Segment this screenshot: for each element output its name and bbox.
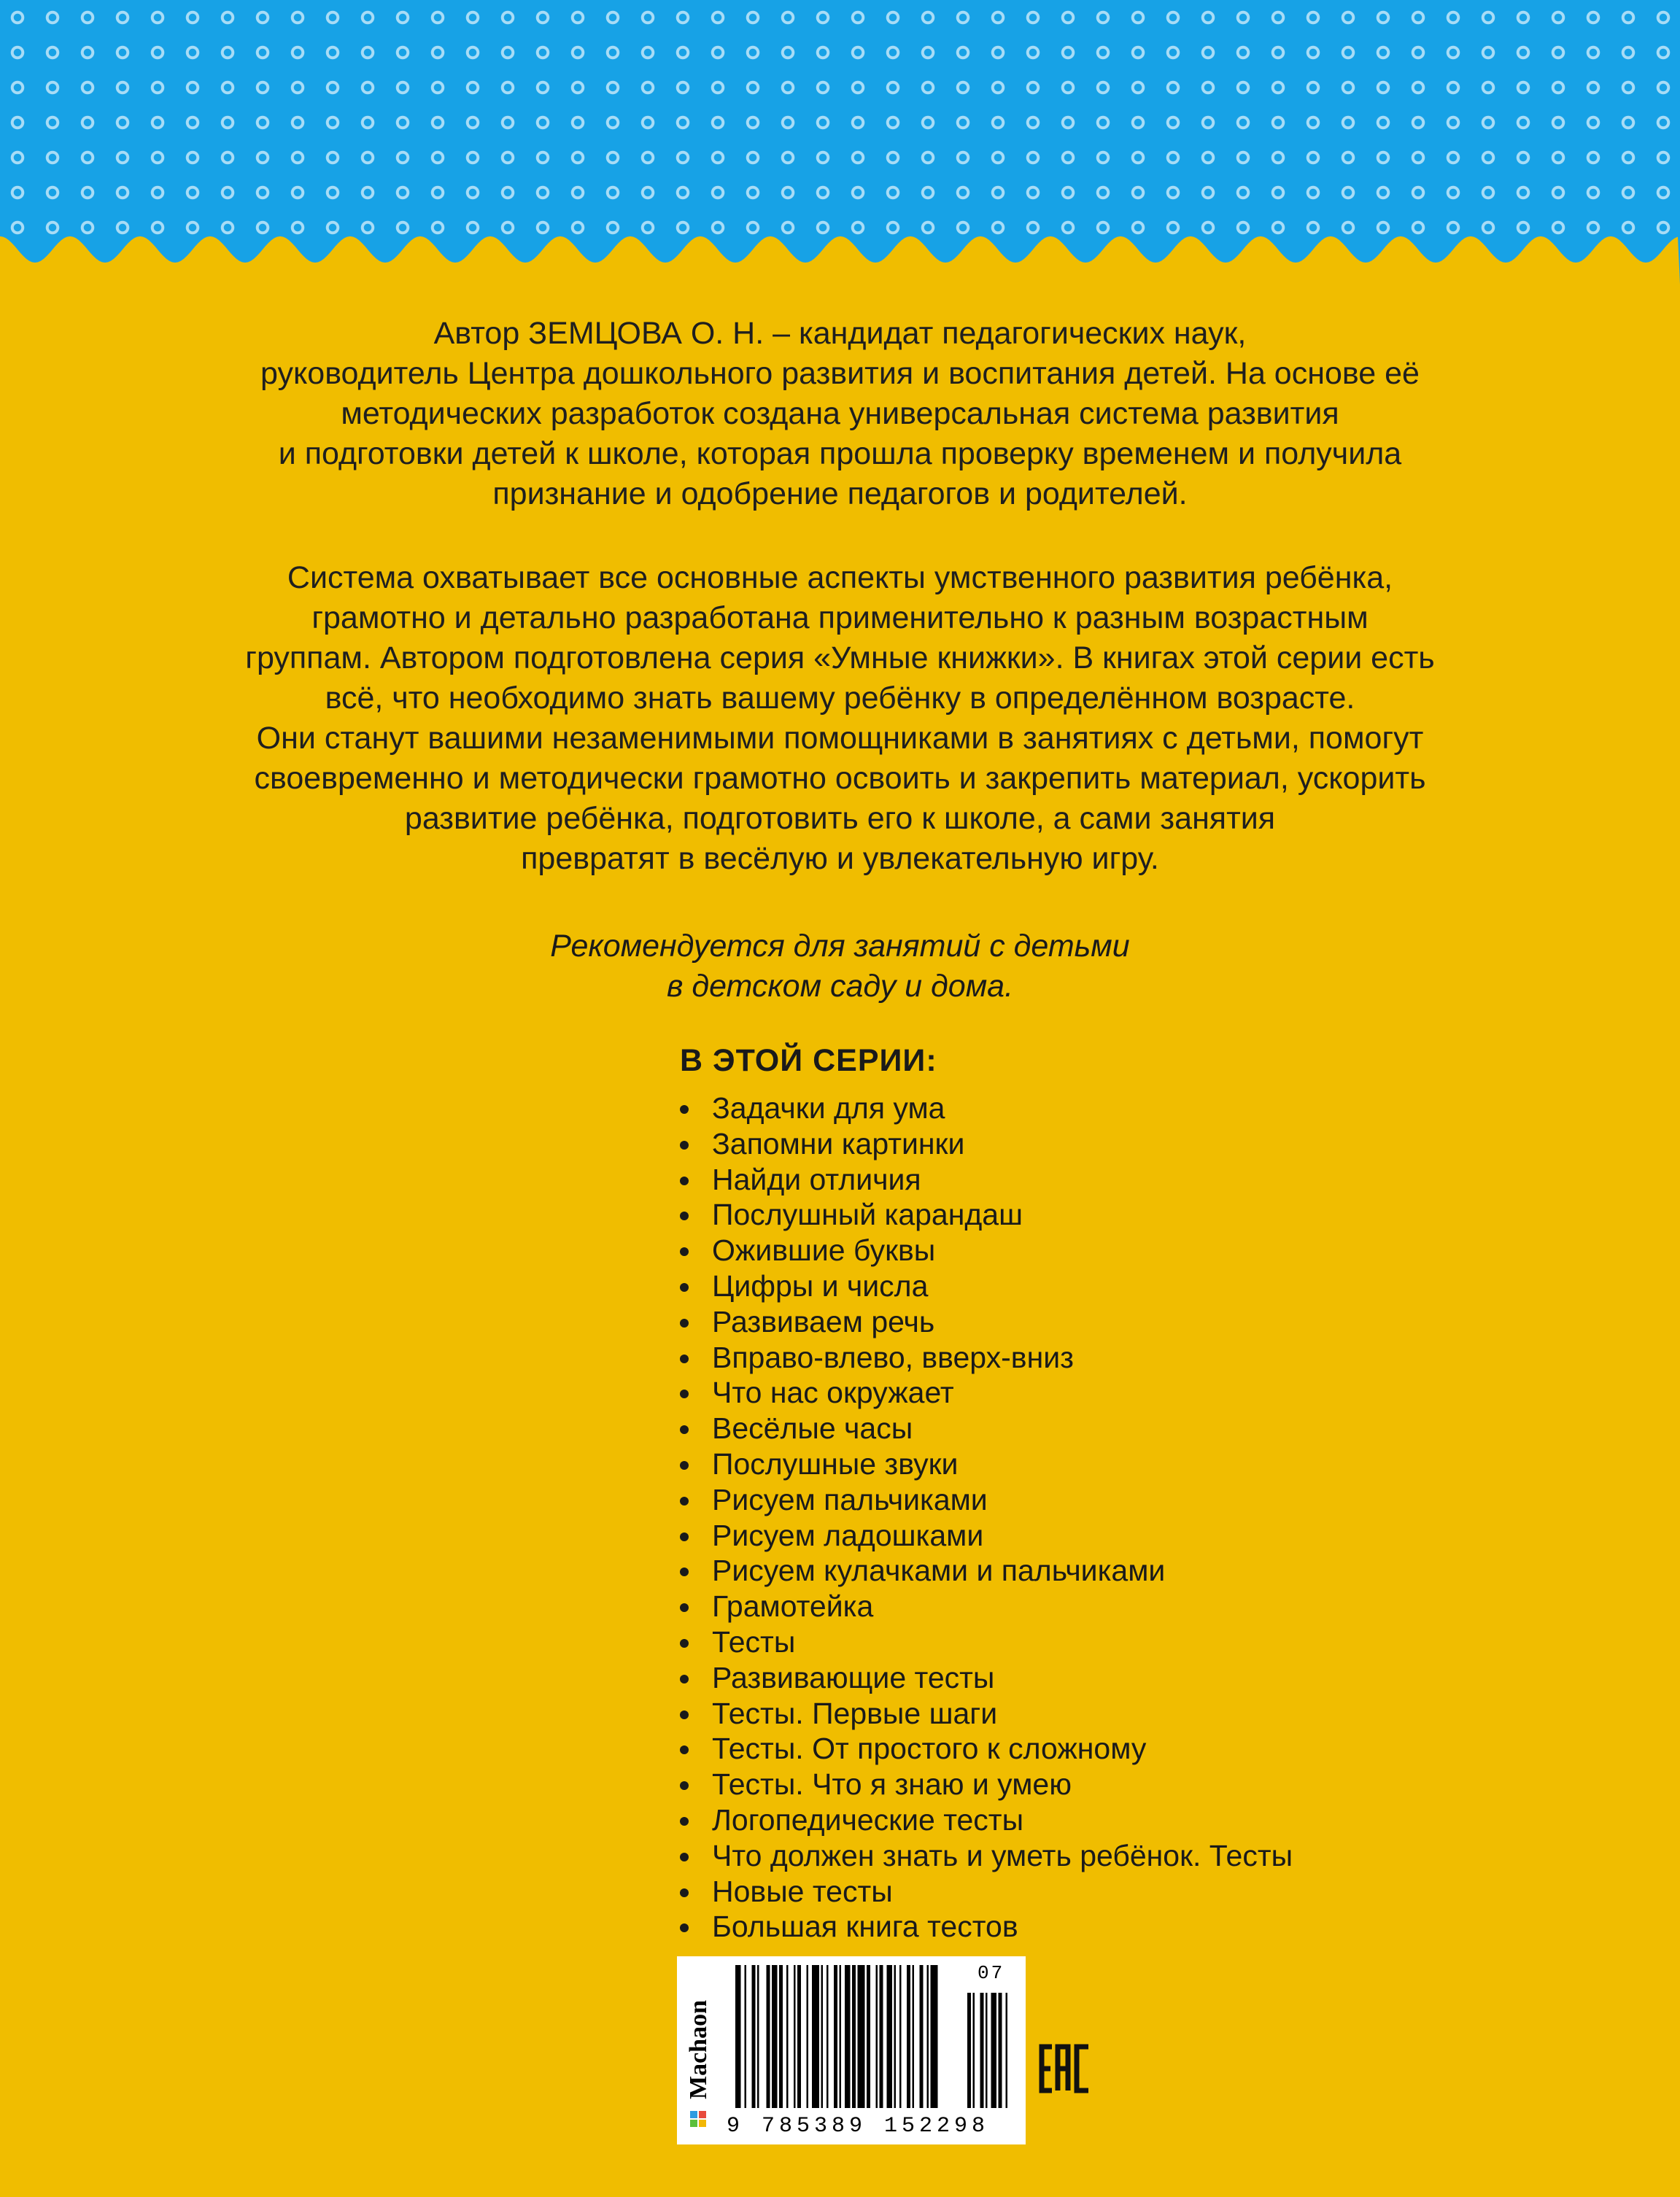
series-item: Тесты. Первые шаги [678,1696,1293,1732]
series-item: Рисуем кулачками и пальчиками [678,1553,1293,1589]
intro-line: руководитель Центра дошкольного развития и воспитания детей. На основе её [260,356,1420,391]
barcode-bar [745,1965,747,2108]
series-item: Найди отличия [678,1162,1293,1198]
barcode-addon-bar [967,1993,971,2108]
barcode-bar [821,1965,824,2108]
barcode-bar [757,1965,759,2108]
barcode-bar [786,1965,789,2108]
svg-text:Machaon: Machaon [685,2000,712,2099]
series-item: Задачки для ума [678,1090,1293,1126]
barcode-bar [931,1965,938,2108]
intro-line: методических разработок создана универсальная система развития [341,396,1339,431]
barcode-block [677,1956,1026,2144]
intro-line: и подготовки детей к школе, которая прошла проверку временем и получила [278,436,1402,471]
intro-line: Система охватывает все основные аспекты умственного развития ребёнка, [287,560,1393,595]
series-item: Тесты. Что я знаю и умею [678,1767,1293,1802]
barcode-bar [827,1965,829,2108]
barcode-bar [807,1965,809,2108]
barcode-addon-bar [980,1993,984,2108]
barcode-bar [894,1965,897,2108]
isbn-digits: 9 785389 152298 [727,2114,990,2139]
barcode-bar [845,1965,851,2108]
barcode-bar [852,1965,856,2108]
series-item: Цифры и числа [678,1268,1293,1304]
barcode-addon-bar [986,1993,988,2108]
series-item: Развиваем речь [678,1304,1293,1340]
intro-line: грамотно и детально разработана применительно к разным возрастным [311,600,1369,635]
barcode [735,1965,1013,2111]
barcode-bar [812,1965,819,2108]
barcode-addon-bar [991,1993,997,2108]
series-heading: В ЭТОЙ СЕРИИ: [680,1043,937,1078]
series-item: Запомни картинки [678,1126,1293,1162]
barcode-bar [876,1965,878,2108]
barcode-addon-bar [1006,1993,1008,2108]
barcode-addon-bar [973,1993,975,2108]
series-item: Вправо-влево, вверх-вниз [678,1340,1293,1376]
barcode-bar [899,1965,902,2108]
series-item: Что должен знать и уметь ребёнок. Тесты [678,1838,1293,1874]
wave-divider [0,219,1680,284]
barcode-bar [887,1965,893,2108]
series-list [678,1090,1293,1945]
barcode-bar [858,1965,865,2108]
series-item: Рисуем ладошками [678,1518,1293,1554]
intro-line: своевременно и методически грамотно освоить и закрепить материал, ускорить [254,761,1426,796]
intro-line: превратят в весёлую и увлекательную игру. [521,841,1159,876]
series-item: Грамотейка [678,1589,1293,1624]
intro-line: Автор ЗЕМЦОВА О. Н. – кандидат педагогических наук, [433,316,1247,351]
recommend-line: Рекомендуется для занятий с детьми [550,929,1130,964]
barcode-bar [927,1965,929,2108]
barcode-bar [779,1965,783,2108]
series-item: Ожившие буквы [678,1233,1293,1268]
series-item: Весёлые часы [678,1411,1293,1446]
recommendation-note [73,926,1607,1007]
series-item: Послушные звуки [678,1446,1293,1482]
intro-line: признание и одобрение педагогов и родителей. [492,476,1188,511]
barcode-bar [867,1965,870,2108]
barcode-bar [752,1965,756,2108]
barcode-bar [772,1965,778,2108]
barcode-bar [794,1965,796,2108]
recommend-line: в детском саду и дома. [666,969,1014,1004]
intro-line: развитие ребёнка, подготовить его к школе, а сами занятия [404,801,1276,836]
series-item: Развивающие тесты [678,1660,1293,1696]
barcode-bar [913,1965,915,2108]
series-item: Тесты. От простого к сложному [678,1731,1293,1767]
series-item: Новые тесты [678,1874,1293,1910]
barcode-bar [797,1965,801,2108]
barcode-bar [920,1965,924,2108]
barcode-bar [880,1965,883,2108]
barcode-addon-bar [999,1993,1002,2108]
series-item: Что нас окружает [678,1375,1293,1411]
barcode-bar [840,1965,842,2108]
eac-mark-icon [1039,2044,1091,2093]
barcode-addon: 07 [978,1962,1005,1984]
intro-line: группам. Автором подготовлена серия «Умные книжки». В книгах этой серии есть [245,640,1435,675]
intro-paragraph-2 [73,558,1607,879]
barcode-bar [735,1965,741,2108]
barcode-bar [834,1965,837,2108]
barcode-bar [907,1965,910,2108]
series-item: Большая книга тестов [678,1909,1293,1945]
machaon-logo [677,1956,721,2144]
intro-paragraph-1 [73,314,1607,514]
barcode-bar [767,1965,770,2108]
intro-line: всё, что необходимо знать вашему ребёнку в определённом возрасте. [325,681,1355,716]
author-description [73,314,1607,879]
series-item: Тесты [678,1624,1293,1660]
intro-line: Они станут вашими незаменимыми помощниками в занятиях с детьми, помогут [256,721,1424,756]
series-item: Логопедические тесты [678,1802,1293,1838]
series-item: Послушный карандаш [678,1197,1293,1233]
series-item: Рисуем пальчиками [678,1482,1293,1518]
